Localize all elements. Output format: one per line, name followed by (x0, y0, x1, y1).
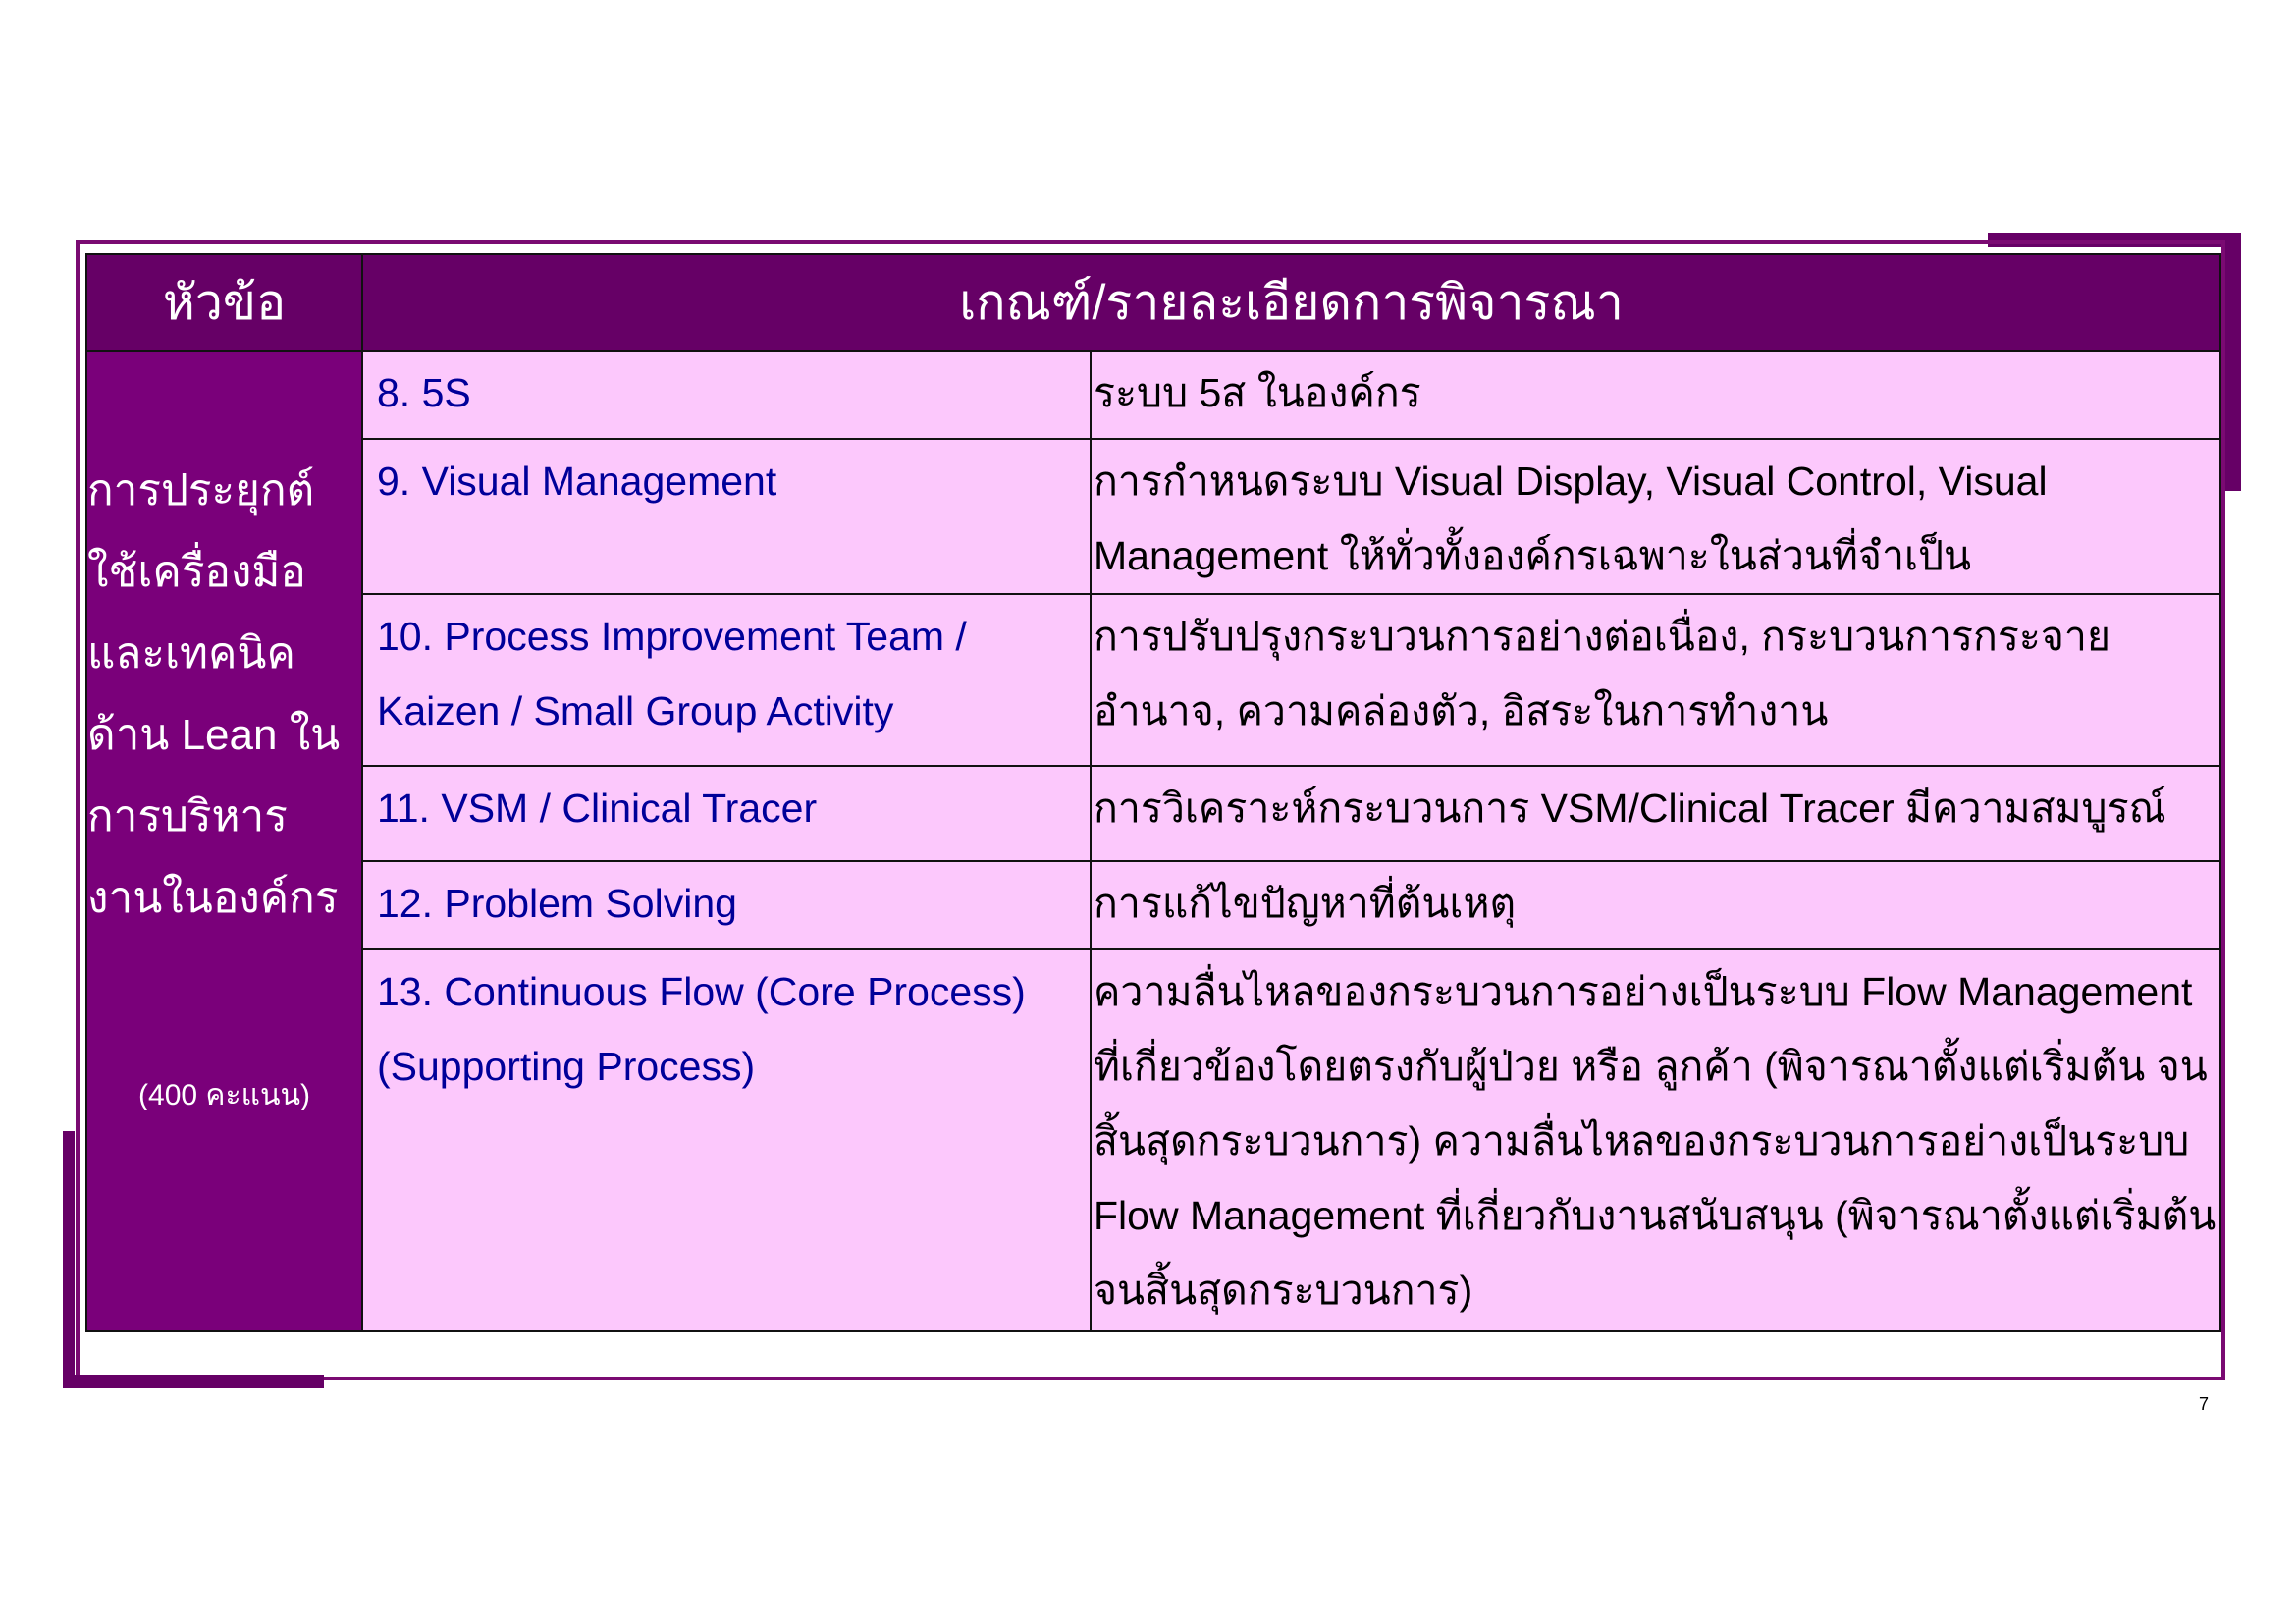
topic-cell: 8. 5S (362, 351, 1091, 439)
category-cell (86, 351, 362, 1331)
desc-cell: การแก้ไขปัญหาที่ต้นเหตุ (1091, 861, 2220, 949)
decorative-corner-bottom-left-horizontal (63, 1375, 324, 1388)
decorative-corner-bottom-left-vertical (63, 1131, 75, 1388)
desc-cell: ความลื่นไหลของกระบวนการอย่างเป็นระบบ Flow Management ที่เกี่ยวข้องโดยตรงกับผู้ป่วย หรือ ลูกค้า (พิจารณาตั้งแต่เริ่มต้น จนสิ้นสุดกระบวนการ) ความลื่นไหลของกระบวนการอย่างเป็นระบบ Flow Management ที่เกี่ยวกับงานสนับสนุน (พิจารณาตั้งแต่เริ่มต้น จนสิ้นสุดกระบวนการ) (1091, 949, 2220, 1331)
topic-cell: 9. Visual Management (362, 439, 1091, 594)
category-label: การประยุกต์ใช้เครื่องมือ และเทคนิคด้าน Lean ในการบริหารงานในองค์กร (87, 466, 341, 922)
header-row (86, 254, 2220, 351)
desc-cell: ระบบ 5ส ในองค์กร (1091, 351, 2220, 439)
topic-cell: 13. Continuous Flow (Core Process) (Supporting Process) (362, 949, 1091, 1331)
header-topic: หัวข้อ (86, 254, 362, 351)
table-row (86, 949, 2220, 1331)
criteria-table (85, 253, 2221, 1332)
page-number: 7 (2199, 1394, 2210, 1414)
topic-cell: 11. VSM / Clinical Tracer (362, 766, 1091, 861)
desc-cell: การกำหนดระบบ Visual Display, Visual Control, Visual Management ให้ทั่วทั้งองค์กรเฉพาะในส่วนที่จำเป็น (1091, 439, 2220, 594)
topic-cell: 12. Problem Solving (362, 861, 1091, 949)
table-row (86, 766, 2220, 861)
desc-cell: การวิเคราะห์กระบวนการ VSM/Clinical Tracer มีความสมบูรณ์ (1091, 766, 2220, 861)
topic-cell: 10. Process Improvement Team / Kaizen / Small Group Activity (362, 594, 1091, 766)
table-row (86, 594, 2220, 766)
desc-cell: การปรับปรุงกระบวนการอย่างต่อเนื่อง, กระบวนการกระจายอำนาจ, ความคล่องตัว, อิสระในการทำงาน (1091, 594, 2220, 766)
header-criteria: เกณฑ์/รายละเอียดการพิจารณา (362, 254, 2220, 351)
category-score: (400 คะแนน) (138, 1079, 310, 1111)
table-row (86, 861, 2220, 949)
table-row (86, 351, 2220, 439)
table-row (86, 439, 2220, 594)
